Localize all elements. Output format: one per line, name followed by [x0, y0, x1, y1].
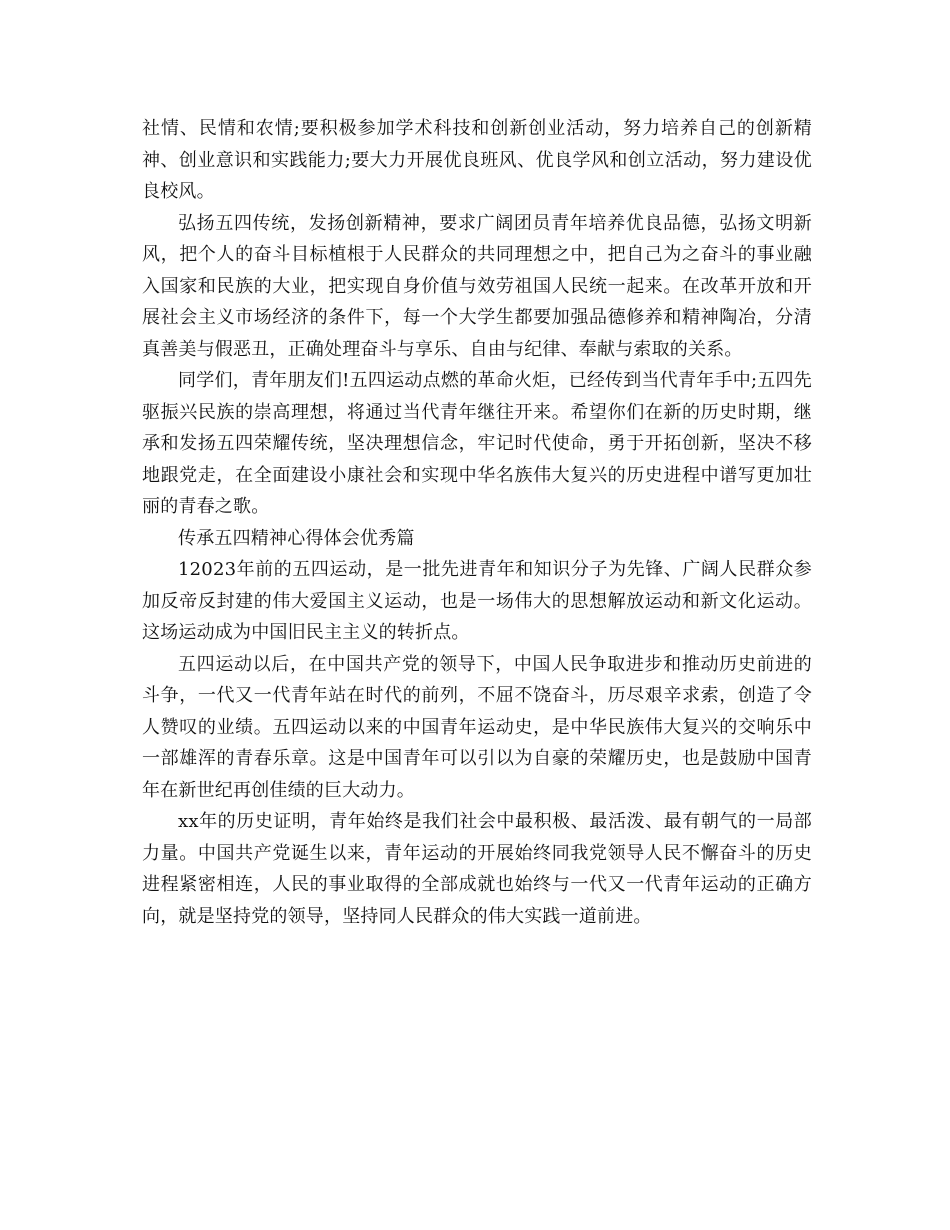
paragraph-address-students: 同学们，青年朋友们!五四运动点燃的革命火炬，已经传到当代青年手中;五四先驱振兴民族的崇高理想，将通过当代青年继往开来。希望你们在新的历史时期，继承和发扬五四荣耀传统，坚决理想信念，牢记时代使命，勇于开拓创新，坚决不移地跟党走，在全面建设小康社会和实现中华名族伟大复兴的历史进程中谱写更加壮丽的青春之歌。	[142, 370, 812, 517]
document-body	[142, 113, 812, 932]
paragraph-may-fourth-history: 12023年前的五四运动，是一批先进青年和知识分子为先锋、广阔人民群众参加反帝反封建的伟大爱国主义运动，也是一场伟大的思想解放运动和新文化运动。这场运动成为中国旧民主主义的转折点。	[142, 559, 812, 643]
paragraph-historical-proof: xx年的历史证明，青年始终是我们社会中最积极、最活泼、最有朝气的一局部力量。中国共产党诞生以来，青年运动的开展始终同我党领导人民不懈奋斗的历史进程紧密相连，人民的事业取得的全部成就也始终与一代又一代青年运动的正确方向，就是坚持党的领导，坚持同人民群众的伟大实践一道前进。	[142, 811, 812, 927]
paragraph-carry-forward-tradition: 弘扬五四传统，发扬创新精神，要求广阔团员青年培养优良品德，弘扬文明新风，把个人的奋斗目标植根于人民群众的共同理想之中，把自己为之奋斗的事业融入国家和民族的大业，把实现自身价值与效劳祖国人民统一起来。在改革开放和开展社会主义市场经济的条件下，每一个大学生都要加强品德修养和精神陶冶，分清真善美与假恶丑，正确处理奋斗与享乐、自由与纪律、奉献与索取的关系。	[142, 212, 812, 360]
section-heading: 传承五四精神心得体会优秀篇	[178, 527, 415, 549]
paragraph-youth-movement: 五四运动以后，在中国共产党的领导下，中国人民争取进步和推动历史前进的斗争，一代又一代青年站在时代的前列，不屈不饶奋斗，历尽艰辛求索，创造了令人赞叹的业绩。五四运动以来的中国青年运动史，是中华民族伟大复兴的交响乐中一部雄浑的青春乐章。这是中国青年可以引以为自豪的荣耀历史，也是鼓励中国青年在新世纪再创佳绩的巨大动力。	[142, 653, 812, 801]
paragraph-continuation: 社情、民情和农情;要积极参加学术科技和创新创业活动，努力培养自己的创新精神、创业意识和实践能力;要大力开展优良班风、优良学风和创立活动，努力建设优良校风。	[142, 118, 812, 202]
